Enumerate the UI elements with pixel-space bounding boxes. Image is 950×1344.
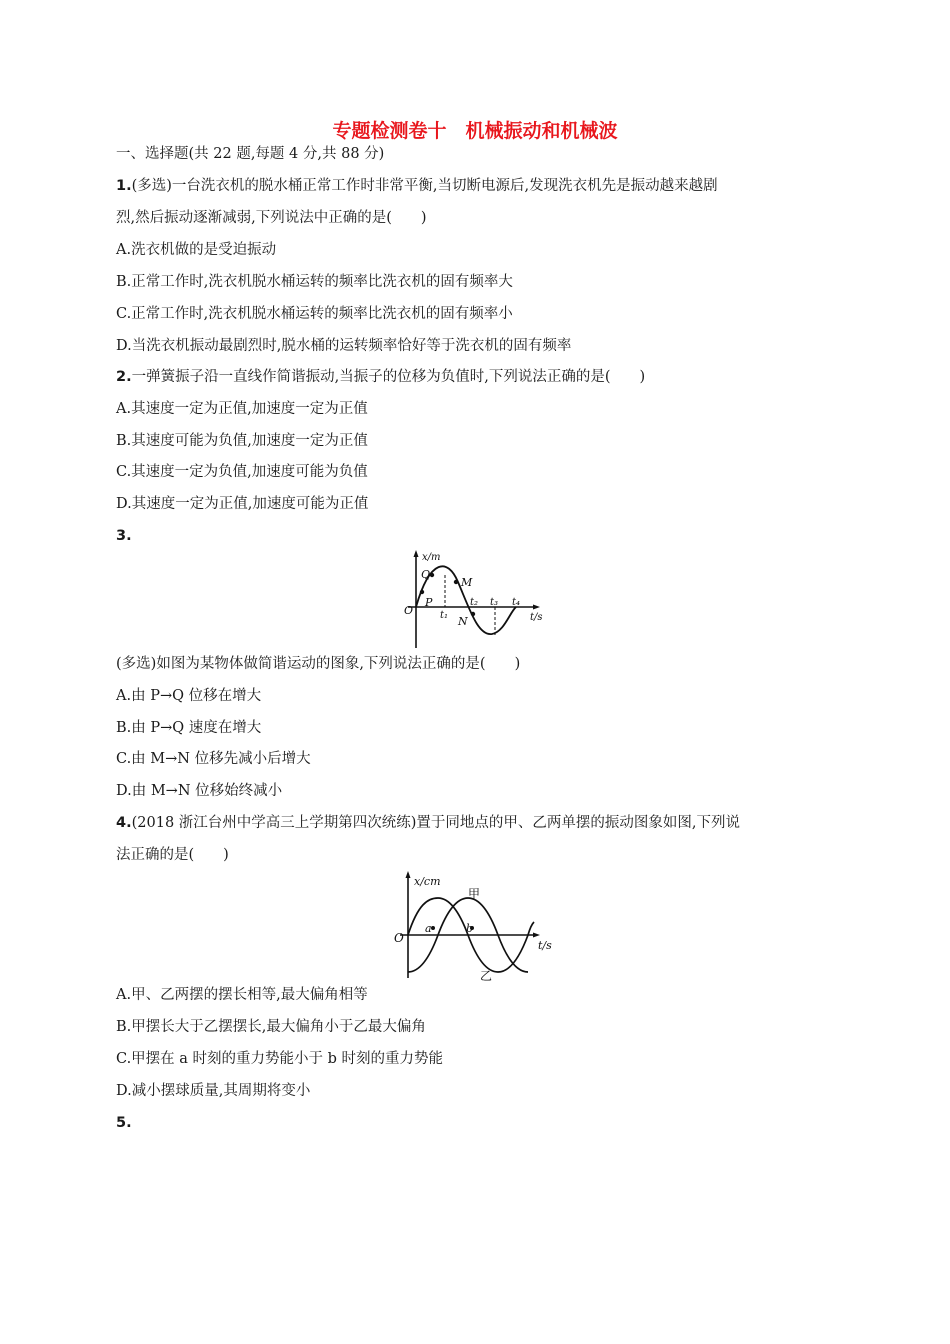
q3-point-n [471,612,475,616]
q3-figure-graph [400,548,550,650]
q4-origin-label: O [394,931,404,945]
q3-label-q: Q [421,568,431,581]
q3-point-q [430,573,434,577]
q4-x-arrow [533,933,540,938]
q4-label-jia: 甲 [468,887,481,901]
q3-point-m [454,580,458,584]
q3-y-arrow [414,550,419,557]
q3-number: 3. [116,528,132,544]
q4-option-c: C.甲摆在 a 时刻的重力势能小于 b 时刻的重力势能 [116,1051,444,1067]
q4-label-b: b [466,922,474,935]
q3-option-b: B.由 P→Q 速度在增大 [116,720,262,736]
q4-point-a [431,926,435,930]
q3-origin-label: O [404,604,414,617]
q1-option-b: B.正常工作时,洗衣机脱水桶运转的频率比洗衣机的固有频率大 [116,274,513,290]
q2-number: 2. [116,369,132,385]
q3-option-c: C.由 M→N 位移先减小后增大 [116,751,311,767]
q3-label-m: M [461,576,473,589]
q3-option-d: D.由 M→N 位移始终减小 [116,783,283,799]
q4-option-a: A.甲、乙两摆的摆长相等,最大偏角相等 [116,987,368,1003]
q3-label-p: P [425,596,433,609]
q3-label-t4: t₄ [512,597,521,608]
q3-x-label: t/s [530,612,543,623]
q1-stem-line1: 1.(多选)一台洗衣机的脱水桶正常工作时非常平衡,当切断电源后,发现洗衣机先是振动越来越剧 [116,178,718,194]
q3-label-t1: t₁ [440,610,449,621]
q4-y-label: x/cm [414,875,441,888]
q1-option-d: D.当洗衣机振动最剧烈时,脱水桶的运转频率恰好等于洗衣机的固有频率 [116,338,572,354]
q5-number: 5. [116,1115,132,1131]
q3-point-p [420,590,424,594]
q3-x-arrow [533,605,540,610]
q2-option-d: D.其速度一定为正值,加速度可能为正值 [116,496,369,512]
q2-option-c: C.其速度一定为负值,加速度可能为负值 [116,464,368,480]
q3-stem: (多选)如图为某物体做简谐运动的图象,下列说法正确的是( ) [116,656,521,672]
q2-option-b: B.其速度可能为负值,加速度一定为正值 [116,433,368,449]
q3-y-label: x/m [422,552,441,563]
section-heading: 一、选择题(共 22 题,每题 4 分,共 88 分) [116,146,385,162]
q4-option-b: B.甲摆长大于乙摆摆长,最大偏角小于乙最大偏角 [116,1019,426,1035]
q4-y-arrow [406,871,411,878]
q4-x-label: t/s [538,939,552,952]
q3-option-a: A.由 P→Q 位移在增大 [116,688,262,704]
page-title: 专题检测卷十 机械振动和机械波 [332,120,618,142]
q4-label-yi: 乙 [480,969,493,983]
q3-label-t2: t₂ [470,597,479,608]
q1-option-a: A.洗衣机做的是受迫振动 [116,242,277,258]
q2-option-a: A.其速度一定为正值,加速度一定为正值 [116,401,368,417]
q3-label-t3: t₃ [490,597,499,608]
q1-number: 1. [116,178,132,194]
q1-stem-line2: 烈,然后振动逐渐减弱,下列说法中正确的是( ) [116,210,427,226]
q4-option-d: D.减小摆球质量,其周期将变小 [116,1083,311,1099]
q3-label-n: N [458,615,468,628]
q4-number: 4. [116,815,132,831]
q2-stem: 2.一弹簧振子沿一直线作简谐振动,当振子的位移为负值时,下列说法正确的是( ) [116,369,646,385]
q4-stem-line1: 4.(2018 浙江台州中学高三上学期第四次统练)置于同地点的甲、乙两单摆的振动图象如图,下列说 [116,815,741,831]
q4-stem-line2: 法正确的是( ) [116,847,229,863]
q4-figure-graph [390,868,560,984]
q4-label-a: a [425,922,432,935]
q1-option-c: C.正常工作时,洗衣机脱水桶运转的频率比洗衣机的固有频率小 [116,306,513,322]
